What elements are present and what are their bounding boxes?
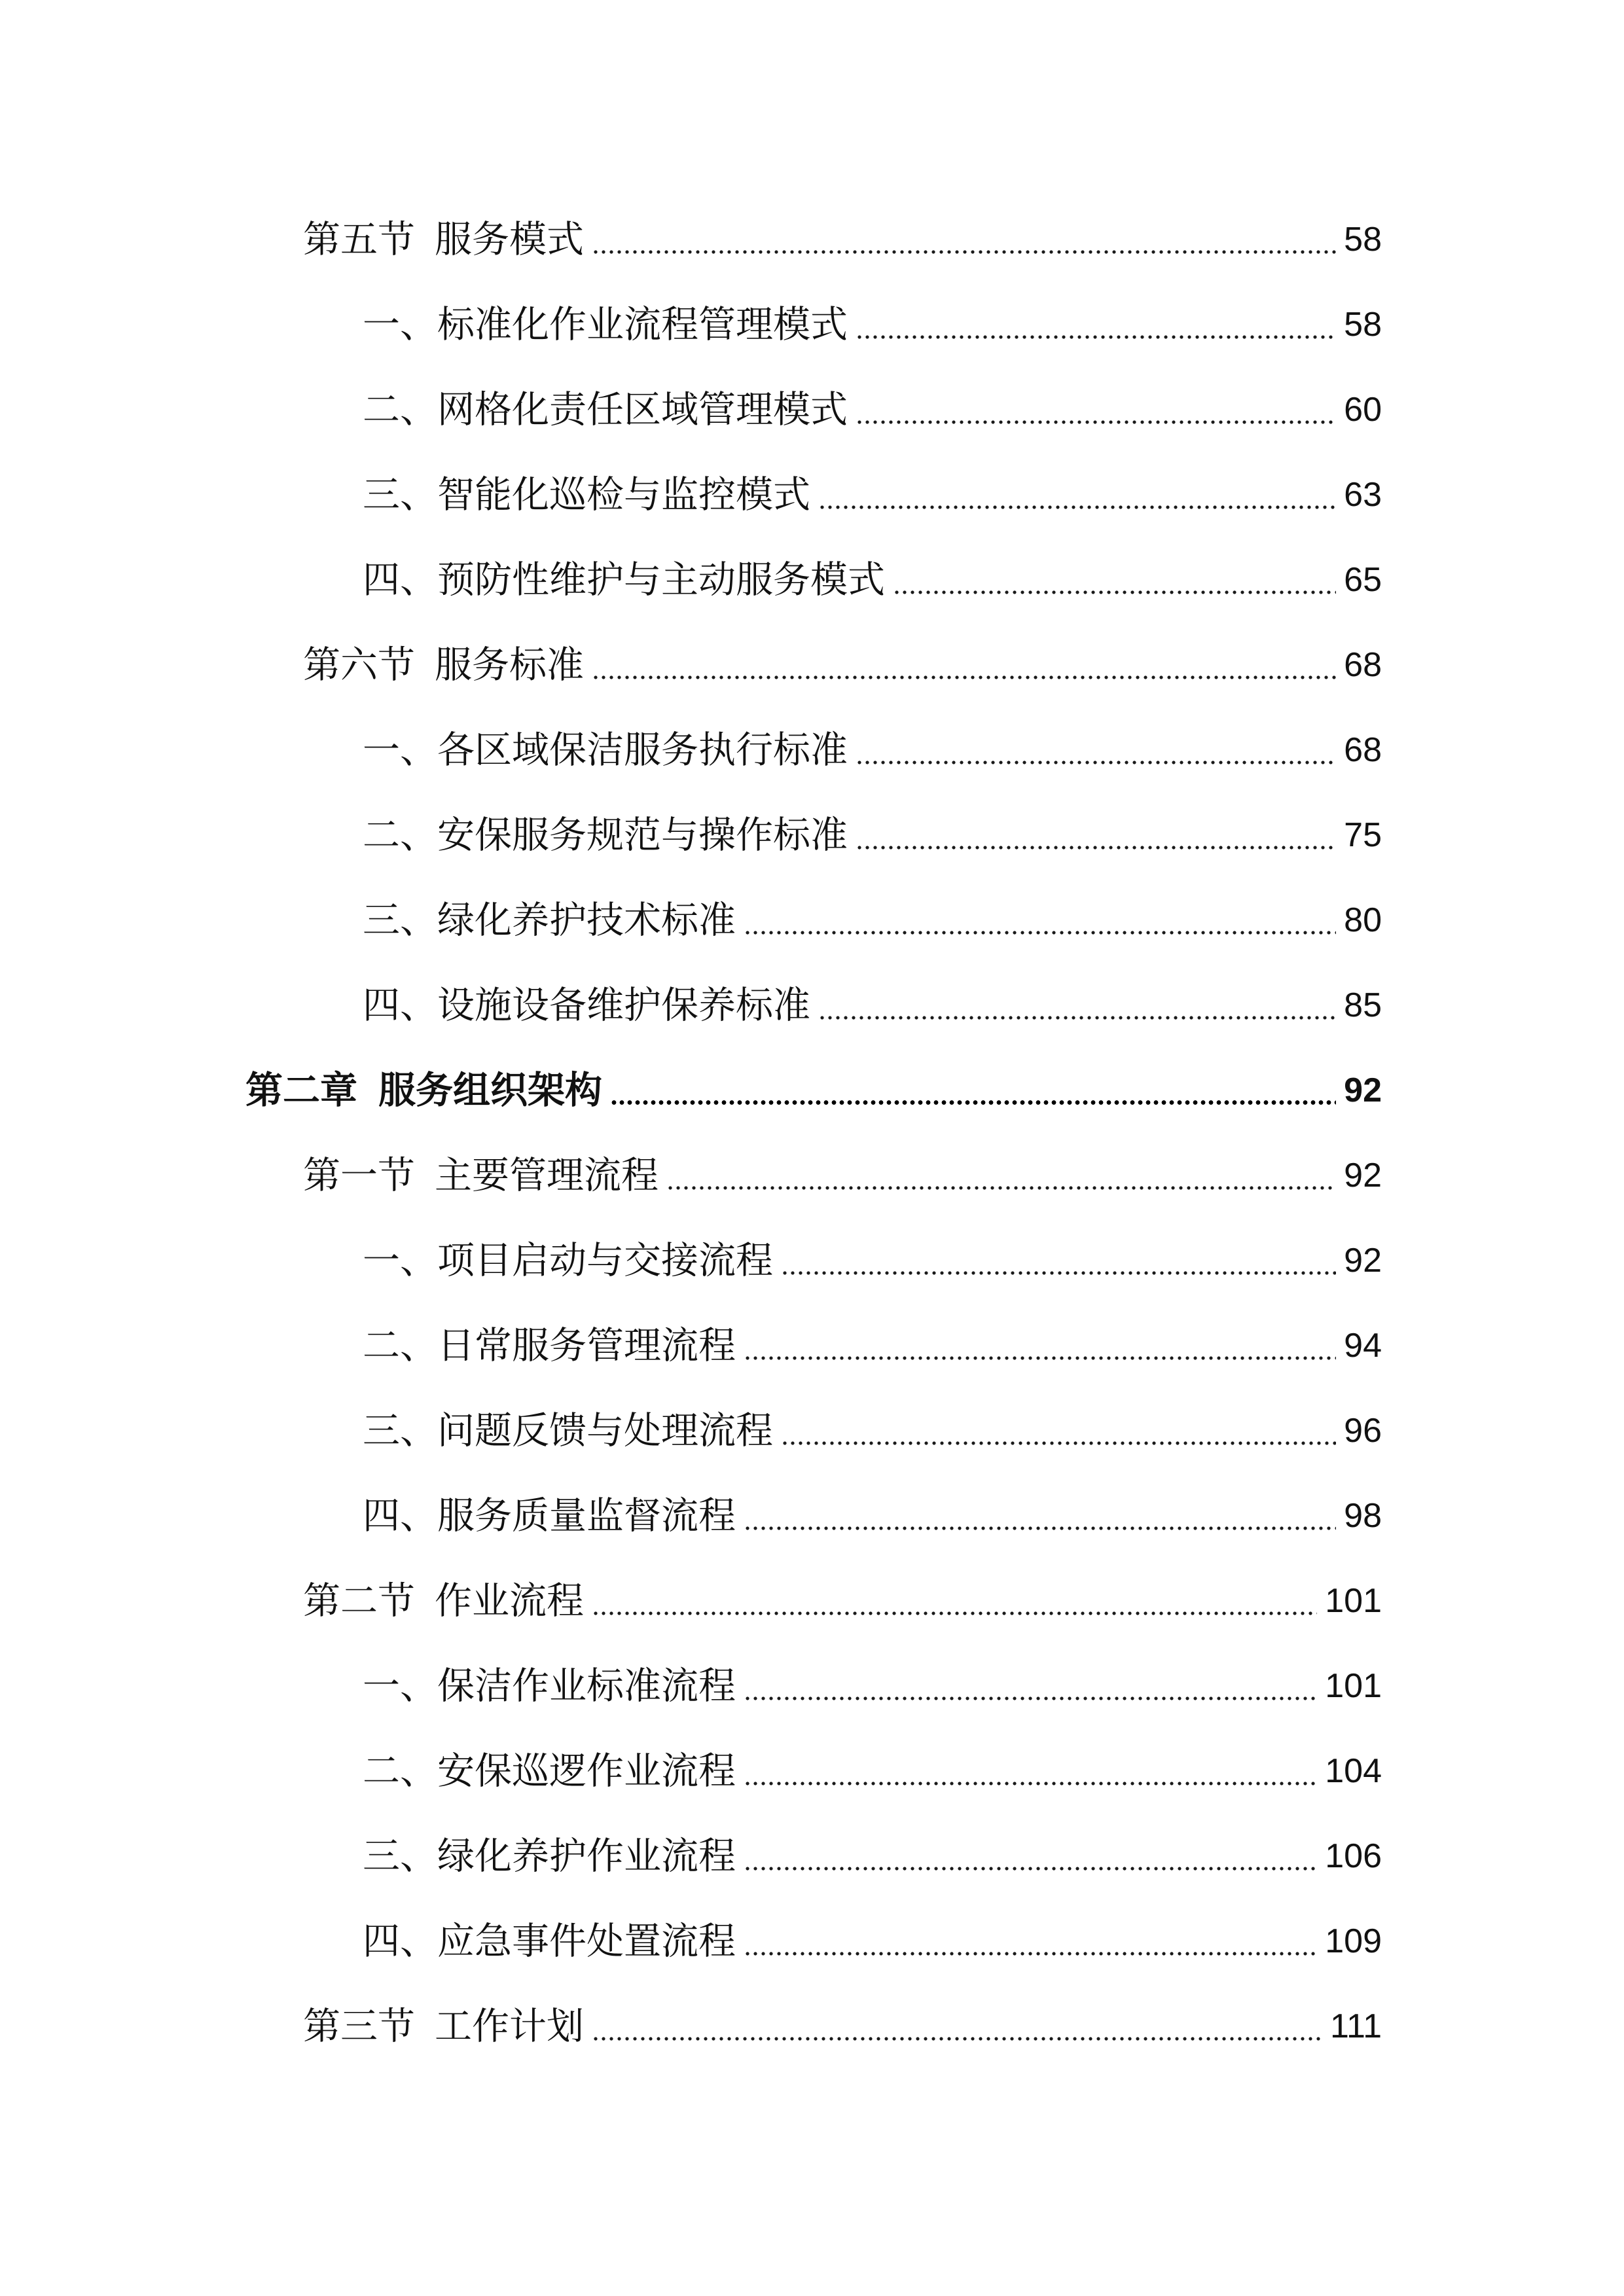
toc-title: 主要管理流程	[435, 1154, 659, 1197]
toc-title: 三、智能化巡检与监控模式	[363, 473, 810, 516]
toc-page-number: 68	[1344, 646, 1382, 684]
dot-leader	[610, 1100, 1336, 1105]
toc-title: 作业流程	[435, 1579, 584, 1623]
dot-leader	[856, 335, 1336, 339]
toc-row[interactable]	[363, 1741, 1382, 1801]
toc-section-number: 第六节	[303, 643, 415, 687]
toc-section-number: 第五节	[303, 218, 415, 261]
dot-leader	[744, 1867, 1317, 1871]
toc-label	[363, 720, 848, 780]
toc-row[interactable]	[303, 1571, 1382, 1631]
dot-leader	[781, 1441, 1336, 1445]
toc-label	[363, 295, 848, 355]
toc-page-number: 85	[1344, 986, 1382, 1024]
toc-chapter-number: 第二章	[245, 1069, 357, 1112]
dot-leader	[592, 1611, 1317, 1615]
toc-title: 服务标准	[435, 643, 584, 687]
toc-section-number: 第二节	[303, 1579, 415, 1623]
toc-label	[363, 1230, 773, 1291]
toc-page-number: 109	[1325, 1922, 1382, 1960]
toc-page-number: 75	[1344, 816, 1382, 854]
toc-page-number: 92	[1344, 1242, 1382, 1280]
dot-leader	[818, 505, 1336, 509]
toc-label	[363, 1316, 736, 1376]
toc-label	[363, 890, 736, 950]
toc-title: 一、各区域保洁服务执行标准	[363, 728, 848, 772]
toc-title: 四、服务质量监督流程	[363, 1494, 736, 1537]
toc-title: 服务组织架构	[378, 1069, 602, 1112]
toc-page-number: 92	[1344, 1157, 1382, 1194]
toc-page-number: 60	[1344, 391, 1382, 429]
toc-row[interactable]	[303, 209, 1382, 270]
dot-leader	[856, 846, 1336, 850]
toc-row[interactable]	[363, 805, 1382, 865]
toc-label	[303, 635, 584, 695]
dot-leader	[592, 250, 1336, 254]
toc-row[interactable]	[363, 1230, 1382, 1291]
toc-page-number: 96	[1344, 1412, 1382, 1450]
toc-page-number: 104	[1325, 1752, 1382, 1790]
toc-title: 一、保洁作业标准流程	[363, 1664, 736, 1708]
toc-page-number: 68	[1344, 731, 1382, 769]
toc-label	[363, 1741, 736, 1801]
toc-label	[303, 1571, 584, 1631]
toc-row[interactable]	[363, 890, 1382, 950]
toc-row[interactable]	[363, 550, 1382, 610]
toc-row[interactable]	[363, 1911, 1382, 1971]
toc-label	[303, 1996, 584, 2056]
dot-leader	[818, 1016, 1336, 1020]
toc-title: 二、安保巡逻作业流程	[363, 1749, 736, 1793]
toc-title: 工作计划	[435, 2005, 584, 2048]
dot-leader	[856, 761, 1336, 764]
toc-label	[363, 1826, 736, 1886]
toc-label	[363, 975, 810, 1035]
toc-title: 三、绿化养护作业流程	[363, 1835, 736, 1878]
toc-section-number: 第一节	[303, 1154, 415, 1197]
toc-page-number: 63	[1344, 476, 1382, 514]
toc-row[interactable]	[363, 1316, 1382, 1376]
toc-label	[303, 1145, 659, 1206]
dot-leader	[856, 420, 1336, 424]
dot-leader	[666, 1186, 1336, 1190]
toc-section-number: 第三节	[303, 2005, 415, 2048]
toc-label	[363, 380, 848, 440]
toc-title: 三、问题反馈与处理流程	[363, 1409, 773, 1452]
dot-leader	[744, 1782, 1317, 1785]
toc-row[interactable]	[303, 635, 1382, 695]
toc-page-number: 101	[1325, 1582, 1382, 1620]
toc-label	[363, 1656, 736, 1716]
toc-row[interactable]	[363, 1826, 1382, 1886]
dot-leader	[744, 1952, 1317, 1956]
toc-label	[303, 209, 584, 270]
toc-row-chapter[interactable]	[245, 1060, 1382, 1121]
toc-row[interactable]	[363, 1656, 1382, 1716]
toc-row[interactable]	[363, 380, 1382, 440]
dot-leader	[744, 1356, 1336, 1360]
dot-leader	[781, 1271, 1336, 1275]
toc-label	[363, 1401, 773, 1461]
toc-row[interactable]	[303, 1996, 1382, 2056]
toc-page-number: 101	[1325, 1667, 1382, 1705]
toc-row[interactable]	[363, 975, 1382, 1035]
toc-row[interactable]	[363, 295, 1382, 355]
toc-row[interactable]	[303, 1145, 1382, 1206]
toc-title: 二、网格化责任区域管理模式	[363, 388, 848, 431]
toc-page-number: 80	[1344, 901, 1382, 939]
toc-title: 四、应急事件处置流程	[363, 1920, 736, 1963]
toc-row[interactable]	[363, 1401, 1382, 1461]
dot-leader	[744, 1696, 1317, 1700]
toc-page-number: 106	[1325, 1837, 1382, 1875]
toc-page-number: 65	[1344, 561, 1382, 599]
toc-label	[363, 465, 810, 525]
toc-title: 服务模式	[435, 218, 584, 261]
dot-leader	[744, 1526, 1336, 1530]
toc-title: 一、项目启动与交接流程	[363, 1239, 773, 1282]
toc-title: 三、绿化养护技术标准	[363, 899, 736, 942]
dot-leader	[592, 2037, 1322, 2041]
dot-leader	[893, 590, 1336, 594]
toc-title: 二、安保服务规范与操作标准	[363, 814, 848, 857]
toc-page-number: 94	[1344, 1327, 1382, 1365]
dot-leader	[592, 675, 1336, 679]
toc-page-number: 58	[1344, 221, 1382, 259]
toc-label	[363, 550, 885, 610]
toc-title: 四、设施设备维护保养标准	[363, 984, 810, 1027]
toc-row[interactable]	[363, 720, 1382, 780]
toc-page-number: 111	[1329, 2007, 1382, 2045]
toc-label	[363, 805, 848, 865]
toc-title: 四、预防性维护与主动服务模式	[363, 558, 885, 601]
toc-label	[363, 1486, 736, 1546]
toc-label	[363, 1911, 736, 1971]
toc-title: 一、标准化作业流程管理模式	[363, 303, 848, 346]
toc-page-number: 58	[1344, 306, 1382, 344]
toc-page-number: 92	[1344, 1071, 1382, 1109]
toc-row[interactable]	[363, 1486, 1382, 1546]
toc-label	[245, 1060, 602, 1121]
toc-row[interactable]	[363, 465, 1382, 525]
toc-title: 二、日常服务管理流程	[363, 1324, 736, 1367]
dot-leader	[744, 931, 1336, 935]
toc-page-number: 98	[1344, 1497, 1382, 1535]
